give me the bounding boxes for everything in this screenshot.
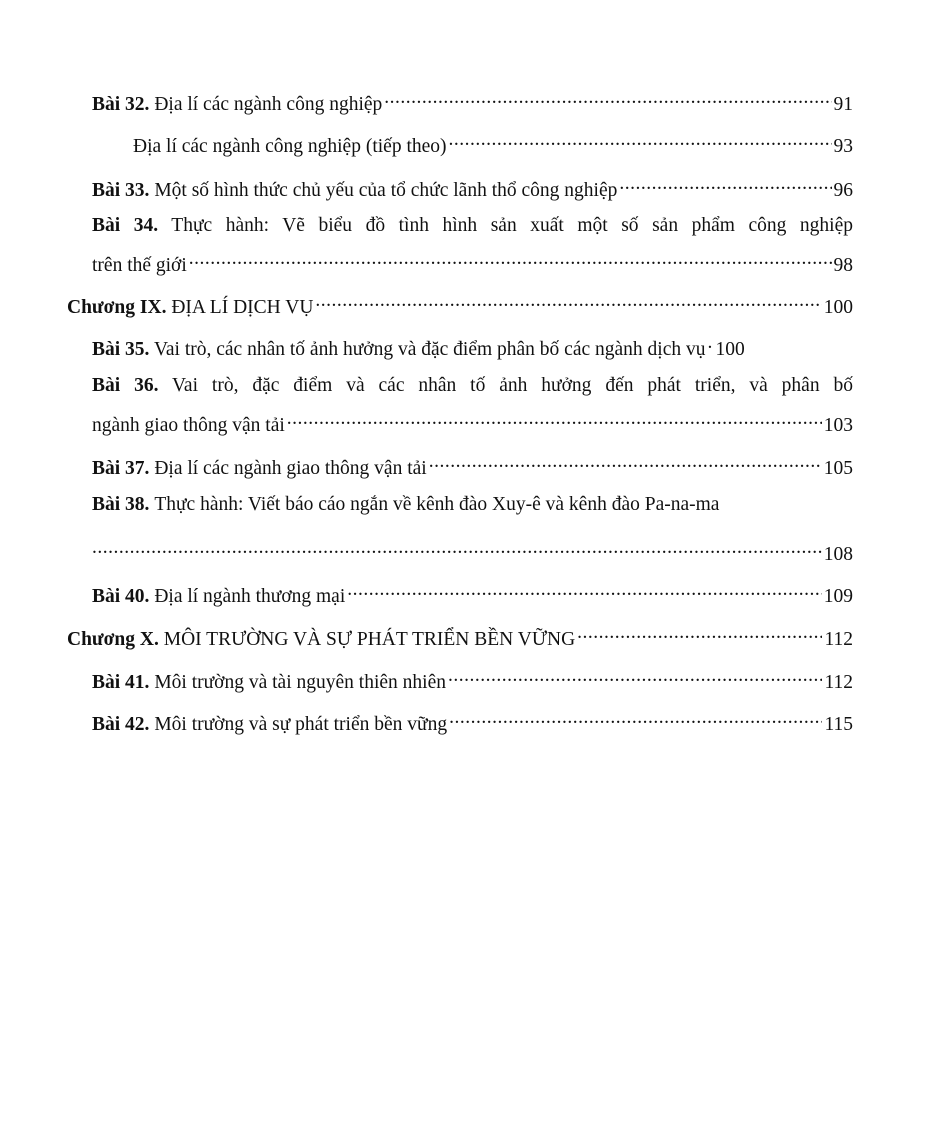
toc-chapter[interactable] <box>67 621 853 650</box>
entry-text: Thực hành: Vẽ biểu đồ tình hình sản xuất một số sản phẩm công nghiệp <box>171 215 853 236</box>
toc-entry[interactable] <box>92 578 853 607</box>
entry-text: Thực hành: Viết báo cáo ngắn về kênh đào Xuy-ê và kênh đào Pa-na-ma <box>154 494 720 515</box>
entry-number: Bài 34. <box>92 215 159 236</box>
toc-entry[interactable] <box>92 172 853 201</box>
entry-number: Bài 32. <box>92 94 150 115</box>
entry-number: Bài 41. <box>92 672 150 693</box>
entry-number: Bài 33. <box>92 180 150 201</box>
dot-leader <box>189 247 832 271</box>
entry-text: Địa lí các ngành công nghiệp (tiếp theo) <box>133 136 447 157</box>
entry-text: Môi trường và sự phát triển bền vững <box>154 714 448 735</box>
entry-number: Bài 38. <box>92 494 150 515</box>
entry-number: Bài 40. <box>92 586 150 607</box>
toc-entry-line1[interactable] <box>92 374 853 398</box>
entry-title <box>92 93 382 117</box>
entry-text: Môi trường và tài nguyên thiên nhiên <box>154 672 446 693</box>
entry-title <box>92 338 706 362</box>
dot-leader <box>449 128 832 152</box>
entry-number: Bài 42. <box>92 714 150 735</box>
toc-entry[interactable] <box>92 331 853 360</box>
dot-leader <box>315 289 821 313</box>
entry-title <box>92 713 447 737</box>
page-number: 91 <box>833 94 853 115</box>
entry-text: Một số hình thức chủ yếu của tổ chức lãnh thổ công nghiệp <box>154 180 618 201</box>
entry-title <box>92 179 617 203</box>
dot-leader <box>347 578 822 602</box>
page-number: 105 <box>823 458 853 479</box>
entry-title <box>92 671 446 695</box>
toc-entry-line1[interactable] <box>92 493 853 517</box>
dot-leader <box>384 86 831 110</box>
entry-text: Địa lí ngành thương mại <box>154 586 346 607</box>
toc-entry[interactable] <box>92 706 853 735</box>
page-number: 96 <box>833 180 853 201</box>
dot-leader <box>619 172 831 196</box>
entry-text: Vai trò, đặc điểm và các nhân tố ảnh hưởng đến phát triển, và phân bố <box>172 375 853 396</box>
chapter-number: Chương X. <box>67 629 159 650</box>
page-number: 93 <box>833 136 853 157</box>
toc-entry[interactable] <box>92 450 853 479</box>
toc-entry[interactable] <box>92 86 853 115</box>
chapter-title: MÔI TRƯỜNG VÀ SỰ PHÁT TRIỂN BỀN VỮNG <box>163 629 576 650</box>
toc-entry-line2[interactable] <box>92 536 853 565</box>
entry-text: trên thế giới <box>92 255 187 276</box>
dot-leader <box>92 536 822 560</box>
entry-text: Địa lí các ngành công nghiệp <box>154 94 383 115</box>
chapter-title: ĐỊA LÍ DỊCH VỤ <box>171 297 314 318</box>
page-number: 115 <box>824 714 853 735</box>
page-number: 100 <box>823 297 853 318</box>
page-number: 98 <box>833 255 853 276</box>
page-number: 103 <box>823 415 853 436</box>
page-number: 100 <box>715 339 745 360</box>
dot-leader <box>577 621 822 645</box>
toc-entry-line1[interactable] <box>92 214 853 238</box>
dot-leader <box>449 706 822 730</box>
entry-number: Bài 37. <box>92 458 150 479</box>
entry-title <box>67 628 575 652</box>
entry-title <box>92 585 345 609</box>
entry-text: ngành giao thông vận tải <box>92 415 285 436</box>
toc-entry-line2[interactable] <box>92 407 853 436</box>
page-number: 112 <box>824 672 853 693</box>
entry-title <box>92 457 427 481</box>
entry-text: Địa lí các ngành giao thông vận tải <box>154 458 427 479</box>
entry-number: Bài 35. <box>92 339 150 360</box>
toc-chapter[interactable] <box>67 289 853 318</box>
dot-leader <box>708 331 714 355</box>
page-number: 112 <box>824 629 853 650</box>
entry-title <box>67 296 313 320</box>
toc-entry[interactable] <box>133 128 853 157</box>
toc-entry[interactable] <box>92 664 853 693</box>
dot-leader <box>448 664 822 688</box>
dot-leader <box>429 450 822 474</box>
entry-number: Bài 36. <box>92 375 159 396</box>
toc-entry-line2[interactable] <box>92 247 853 276</box>
chapter-number: Chương IX. <box>67 297 167 318</box>
page-number: 109 <box>823 586 853 607</box>
page-number: 108 <box>823 544 853 565</box>
entry-text: Vai trò, các nhân tố ảnh hưởng và đặc điểm phân bố các ngành dịch vụ <box>153 339 706 360</box>
dot-leader <box>287 407 822 431</box>
